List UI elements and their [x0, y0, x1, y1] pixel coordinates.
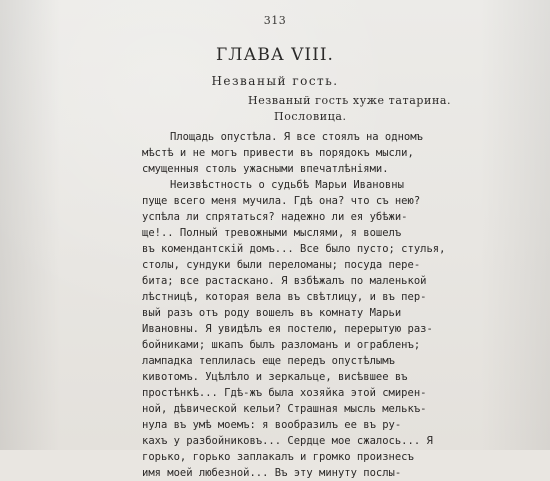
epigraph-quote: Незваный гость хуже татарина.	[248, 94, 452, 107]
body-line: вый разъ отъ роду вошелъ въ комнату Марьи	[142, 307, 402, 319]
body-line: имя моей любезной... Въ эту минуту послы-	[142, 467, 402, 479]
body-line: нула въ умѣ моемъ: я вообразилъ ее въ ру-	[142, 419, 402, 431]
body-line: мѣстѣ и не могъ привести въ порядокъ мысли,	[142, 147, 414, 159]
body-line: Ивановны. Я увидѣлъ ея постелю, перерытую раз-	[142, 323, 433, 335]
epigraph	[248, 93, 488, 125]
body-line: ной, дѣвической кельи? Страшная мысль мелькъ-	[142, 403, 427, 415]
chapter-title: ГЛАВА VIII.	[216, 45, 334, 65]
body-line: горько, горько заплакалъ и громко произнесъ	[142, 451, 414, 463]
chapter-subtitle: Незваный гость.	[211, 74, 339, 88]
body-line: бита; все растаскано. Я взбѣжалъ по маленькой	[142, 275, 427, 287]
body-line: Неизвѣстность о судьбѣ Марьи Ивановны	[170, 179, 404, 191]
body-line: ще!.. Полный тревожными мыслями, я вошелъ	[142, 227, 402, 239]
page-shadow-left	[0, 0, 60, 450]
body-line: кахъ у разбойниковъ... Сердце мое сжалось... Я	[142, 435, 433, 447]
body-line: кивотомъ. Уцѣлѣло и зеркальце, висѣвшее въ	[142, 371, 408, 383]
epigraph-source: Пословица.	[274, 110, 347, 123]
body-line: успѣла ли спрятаться? надежно ли ея убѣжи-	[142, 211, 408, 223]
body-line: простѣнкѣ... Гдѣ-жъ была хозяйка этой смирен-	[142, 387, 427, 399]
page-number: 313	[263, 14, 287, 27]
body-line: столы, сундуки были переломаны; посуда пере-	[142, 259, 421, 271]
body-text	[142, 129, 446, 481]
page-shadow-right	[480, 0, 550, 450]
body-line: лампадка теплилась еще передъ опустѣлымъ	[142, 355, 395, 367]
body-line: въ комендантскій домъ... Все было пусто; стулья,	[142, 243, 446, 255]
body-line: Площадь опустѣла. Я все стоялъ на одномъ	[170, 131, 423, 143]
body-line: лѣстницѣ, которая вела въ свѣтлицу, и въ пер-	[142, 291, 427, 303]
body-line: пуще всего меня мучила. Гдѣ она? что съ нею?	[142, 195, 421, 207]
body-line: смущенныя столь ужасными впечатлѣніями.	[142, 163, 389, 175]
body-line: бойниками; шкапъ былъ разломанъ и ограбленъ;	[142, 339, 421, 351]
